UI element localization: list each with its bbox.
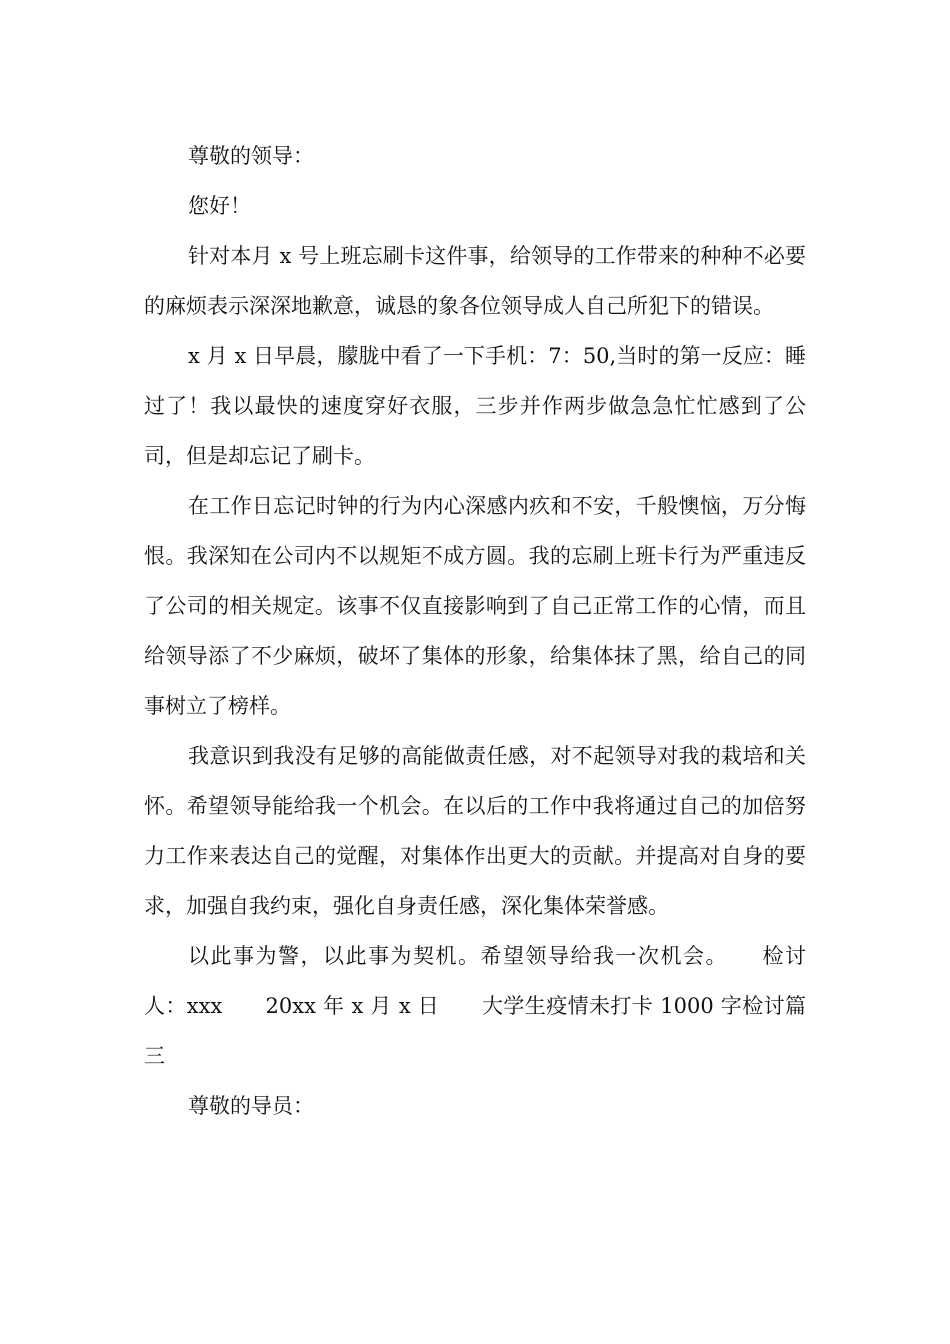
salutation: 尊敬的领导： <box>188 144 314 168</box>
body-paragraph-4: 我意识到我没有足够的高能做责任感，对不起领导对我的栽培和关怀。希望领导能给我一个机会。在以后的工作中我将通过自己的加倍努力工作来表达自己的觉醒，对集体作出更大的贡献。并提高对自身的要求，加强自我约束，强化自身责任感，深化集体荣誉感。 <box>144 744 806 918</box>
body-paragraph-3: 在工作日忘记时钟的行为内心深感内疚和不安，千般懊恼，万分悔恨。我深知在公司内不以规矩不成方圆。我的忘刷上班卡行为严重违反了公司的相关规定。该事不仅直接影响到了自己正常工作的心情，而且给领导添了不少麻烦，破坏了集体的形象，给集体抹了黑，给自己的同事树立了榜样。 <box>144 494 806 718</box>
body-paragraph-2: x 月 x 日早晨，朦胧中看了一下手机：7：50,当时的第一反应：睡过了！我以最快的速度穿好衣服，三步并作两步做急急忙忙感到了公司，但是却忘记了刷卡。 <box>144 344 806 468</box>
body-paragraph-1: 针对本月 x 号上班忘刷卡这件事，给领导的工作带来的种种不必要的麻烦表示深深地歉意，诚恳的象各位领导成人自己所犯下的错误。 <box>144 244 806 318</box>
document-page <box>144 131 806 1131</box>
next-salutation: 尊敬的导员： <box>188 1094 314 1118</box>
greeting: 您好！ <box>188 194 251 218</box>
closing-and-signature: 以此事为警，以此事为契机。希望领导给我一次机会。 检讨人：xxx 20xx 年 x 月 x 日 大学生疫情未打卡 1000 字检讨篇三 <box>144 944 806 1068</box>
